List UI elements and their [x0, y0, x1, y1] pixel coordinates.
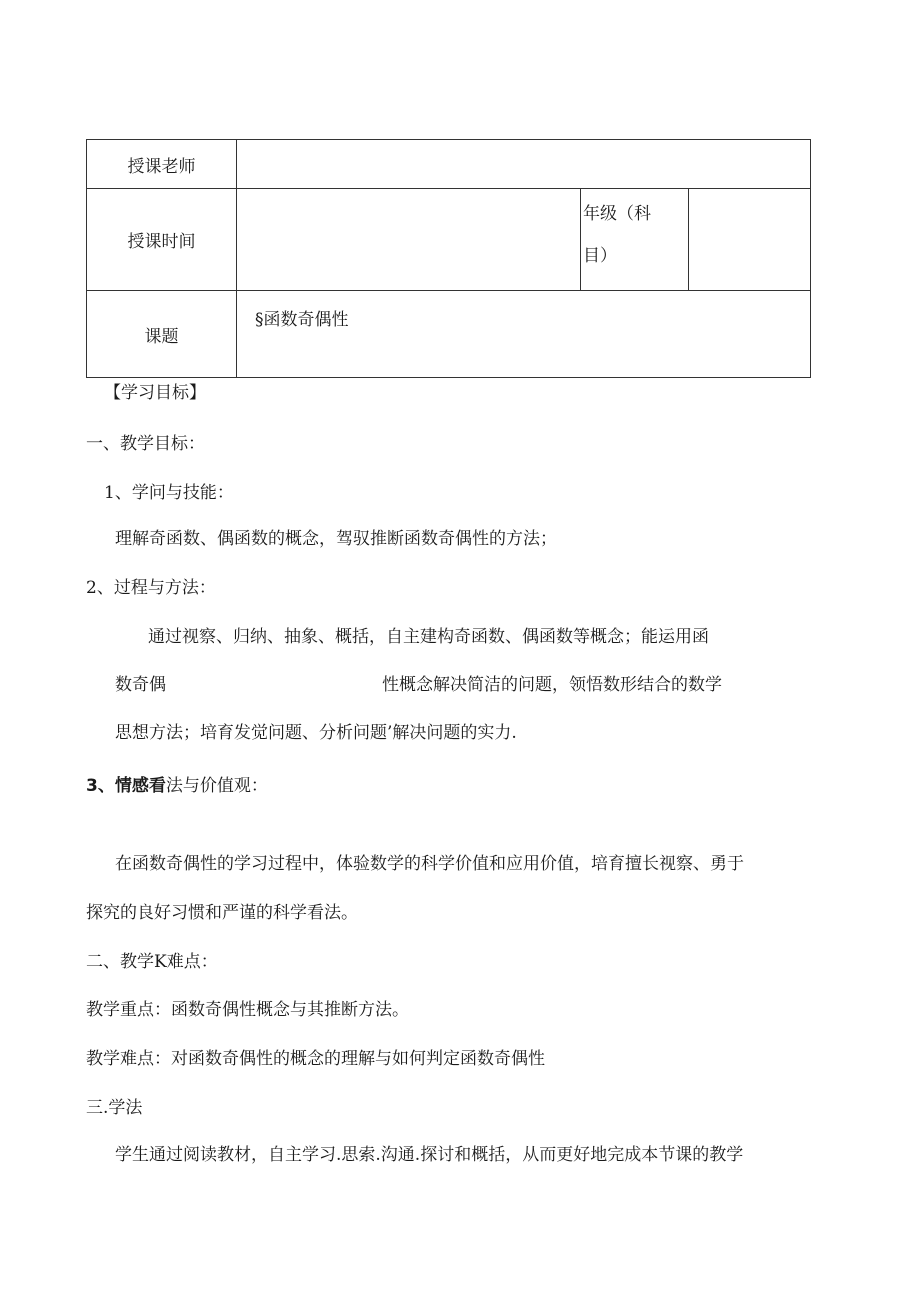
topic-value: §函数奇偶性	[237, 291, 811, 378]
sub2-line2	[115, 673, 722, 697]
time-row	[87, 189, 811, 291]
sub2-heading: 2、过程与方法：	[86, 578, 216, 598]
difficult-point: 教学难点：对函数奇偶性的概念的理解与如何判定函数奇偶性	[86, 1049, 545, 1069]
grade-label-line2: 目）	[583, 246, 617, 266]
sub1-heading: 1、学问与技能：	[104, 483, 234, 503]
topic-row	[87, 291, 811, 378]
teacher-row	[87, 140, 811, 189]
topic-label: 课题	[87, 291, 237, 378]
sub2-line2-part-a: 数奇偶	[115, 675, 166, 695]
grade-label	[581, 189, 689, 291]
method-line1: 学生通过阅读教材，自主学习.思索.沟通.探讨和概括，从而更好地完成本节课的教学	[115, 1145, 744, 1165]
lesson-info-table	[86, 139, 811, 378]
sub3-heading-bold: 3、情感看	[86, 776, 166, 796]
sub3-heading	[86, 774, 268, 798]
sub3-line1: 在函数奇偶性的学习过程中，体验数学的科学价值和应用价值，培育擅长视察、勇于	[115, 854, 744, 874]
sub2-line1: 通过视察、归纳、抽象、概括，自主建构奇函数、偶函数等概念；能运用函	[148, 627, 709, 647]
time-value	[237, 189, 581, 291]
sub3-line2: 探究的良好习惯和严谨的科学看法。	[86, 903, 358, 923]
sub2-line2-part-b: 性概念解决简洁的问题，领悟数形结合的数学	[382, 675, 722, 695]
grade-label-line1: 年级（科	[583, 204, 651, 224]
key-point: 教学重点：函数奇偶性概念与其推断方法。	[86, 1000, 409, 1020]
sub1-text: 理解奇函数、偶函数的概念，驾驭推断函数奇偶性的方法；	[115, 529, 557, 549]
study-goal-heading: 【学习目标】	[104, 383, 206, 403]
teacher-value	[237, 140, 811, 189]
teacher-label: 授课老师	[87, 140, 237, 189]
section2-heading: 二、教学K难点：	[86, 952, 218, 972]
section3-heading: 三.学法	[86, 1098, 143, 1118]
grade-value	[689, 189, 811, 291]
section1-heading: 一、教学目标：	[86, 434, 205, 454]
sub3-heading-rest: 法与价值观：	[165, 776, 268, 796]
sub2-line3: 思想方法；培育发觉问题、分析问题’解决问题的实力.	[115, 723, 517, 743]
time-label: 授课时间	[87, 189, 237, 291]
